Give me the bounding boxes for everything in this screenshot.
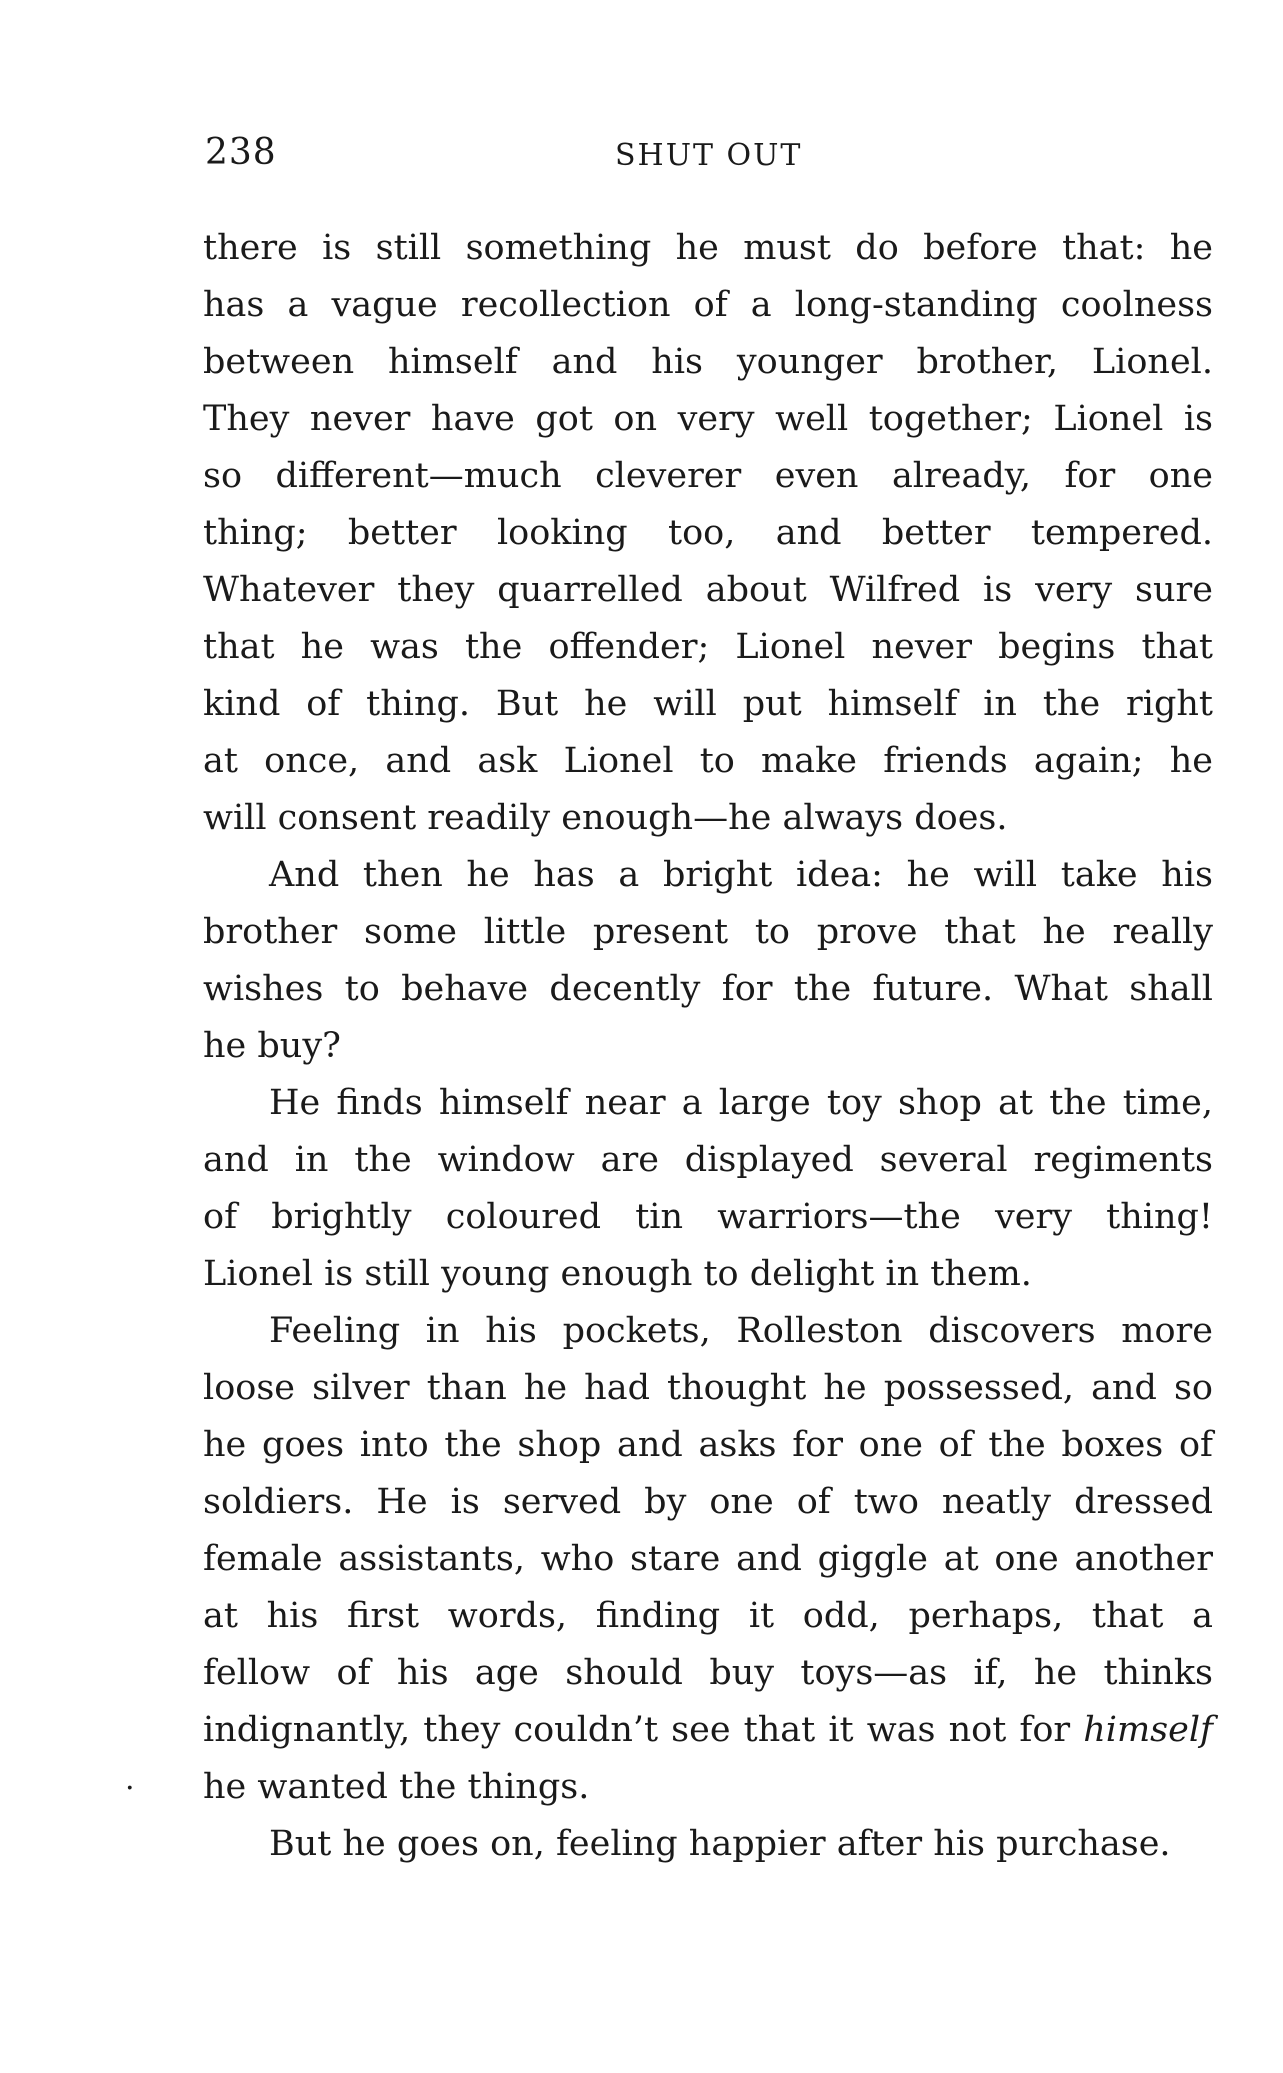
text-line: But he goes on, feeling happier after his purchase. — [269, 1824, 1171, 1864]
text-line: has a vague recollection of a long-standing coolness — [203, 285, 1213, 325]
text-line: wishes to behave decently for the future. What shall — [203, 969, 1213, 1009]
text-line: Feeling in his pockets, Rolleston discovers more — [269, 1311, 1213, 1351]
text-line: so different—much cleverer even already, for one — [203, 456, 1213, 496]
text-line: soldiers. He is served by one of two neatly dressed — [203, 1482, 1213, 1522]
text-line: fellow of his age should buy toys—as if, he thinks — [203, 1653, 1213, 1693]
text-line: brother some little present to prove that he really — [203, 912, 1213, 952]
text-line: he wanted the things. — [203, 1767, 590, 1807]
page-header — [205, 132, 1215, 182]
text-line: kind of thing. But he will put himself in the right — [203, 684, 1213, 724]
text-line: will consent readily enough—he always does. — [203, 798, 1008, 838]
text-line: Lionel is still young enough to delight in them. — [203, 1254, 1032, 1294]
text-line: They never have got on very well together; Lionel is — [203, 399, 1213, 439]
text-line: He finds himself near a large toy shop at the time, — [269, 1083, 1213, 1123]
text-line: there is still something he must do before that: he — [203, 228, 1213, 268]
text-line: Whatever they quarrelled about Wilfred is very sure — [203, 570, 1213, 610]
text-line: he buy? — [203, 1026, 341, 1066]
stray-mark: . — [125, 1762, 135, 1797]
text-line: thing; better looking too, and better tempered. — [203, 513, 1213, 553]
text-line: that he was the offender; Lionel never begins that — [203, 627, 1213, 667]
page-number: 238 — [205, 132, 277, 173]
text-line: loose silver than he had thought he possessed, and so — [203, 1368, 1213, 1408]
text-line: and in the window are displayed several regiments — [203, 1140, 1213, 1180]
text-line: at his first words, finding it odd, perhaps, that a — [203, 1596, 1213, 1636]
text-line: at once, and ask Lionel to make friends again; he — [203, 741, 1213, 781]
text-line: female assistants, who stare and giggle at one another — [203, 1539, 1213, 1579]
text-line: he goes into the shop and asks for one of the boxes of — [203, 1425, 1213, 1465]
italic-word: himself — [1083, 1710, 1213, 1750]
text-line: between himself and his younger brother, Lionel. — [203, 342, 1213, 382]
body-text — [203, 220, 1213, 1873]
text-line-segment: indignantly, they couldn’t see that it was not for — [203, 1710, 1084, 1750]
text-line: And then he has a bright idea: he will take his — [269, 855, 1213, 895]
running-title: SHUT OUT — [615, 138, 803, 173]
text-line — [203, 1702, 1213, 1759]
text-line: of brightly coloured tin warriors—the very thing! — [203, 1197, 1213, 1237]
